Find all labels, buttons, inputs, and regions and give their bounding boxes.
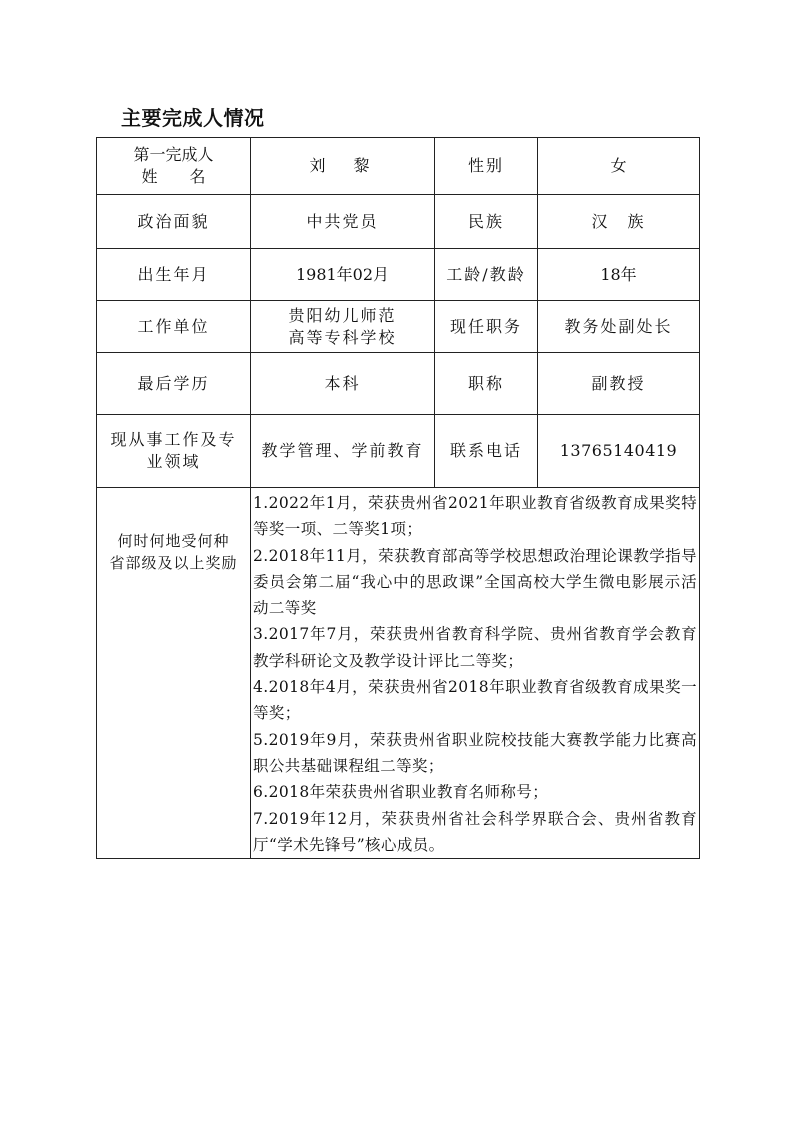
award-item: 2.2018年11月，荣获教育部高等学校思想政治理论课教学指导委员会第二届“我心中的思政课”全国高校大学生微电影展示活动二等奖	[253, 546, 697, 618]
field-label-cell	[97, 415, 251, 488]
phone-label-cell	[435, 415, 538, 488]
seniority-label-cell	[435, 249, 538, 301]
name-label-line1: 第一完成人	[133, 145, 214, 164]
awards-label-cell	[97, 488, 251, 859]
employer-label: 工作单位	[137, 316, 210, 336]
name-label-line2: 姓 名	[141, 167, 206, 186]
gender-label: 性别	[467, 156, 504, 175]
employer-value-cell	[251, 301, 435, 353]
political-value: 中共党员	[306, 211, 379, 231]
field-label-line1: 现从事工作及专	[110, 430, 237, 449]
table-row	[97, 301, 700, 353]
education-value: 本科	[324, 373, 361, 393]
political-label-cell	[97, 195, 251, 249]
position-value-cell	[538, 301, 700, 353]
position-value: 教务处副处长	[564, 316, 673, 336]
award-item: 6.2018年荣获贵州省职业教育名师称号；	[253, 783, 549, 802]
seniority-value-cell	[538, 249, 700, 301]
gender-value: 女	[610, 156, 627, 175]
political-label: 政治面貌	[137, 211, 210, 231]
table-row	[97, 249, 700, 301]
ethnicity-value-cell	[538, 195, 700, 249]
section-heading: 主要完成人情况	[121, 106, 265, 130]
employer-value-line2: 高等专科学校	[288, 327, 397, 347]
main-completer-table	[96, 137, 700, 859]
gender-label-cell	[435, 138, 538, 195]
table-row	[97, 415, 700, 488]
award-item: 4.2018年4月，荣获贵州省2018年职业教育省级教育成果奖一等奖；	[253, 678, 697, 723]
position-label-cell	[435, 301, 538, 353]
table-row	[97, 195, 700, 249]
birth-label: 出生年月	[137, 264, 210, 284]
award-item: 1.2022年1月，荣获贵州省2021年职业教育省级教育成果奖特等奖一项、二等奖1项；	[253, 494, 697, 539]
education-value-cell	[251, 353, 435, 415]
title-label-cell	[435, 353, 538, 415]
employer-value-line1: 贵阳幼儿师范	[288, 305, 397, 325]
table-row	[97, 488, 700, 859]
name-value-cell	[251, 138, 435, 195]
award-item: 7.2019年12月，荣获贵州省社会科学界联合会、贵州省教育厅“学术先锋号”核心成员。	[253, 809, 697, 854]
ethnicity-label-cell	[435, 195, 538, 249]
phone-value-cell	[538, 415, 700, 488]
field-value: 教学管理、学前教育	[261, 441, 424, 460]
ethnicity-value: 汉 族	[591, 211, 646, 231]
phone-label: 联系电话	[449, 441, 522, 460]
ethnicity-label: 民族	[467, 211, 504, 231]
award-item: 3.2017年7月，荣获贵州省教育科学院、贵州省教育学会教育教学科研论文及教学设计评比二等奖；	[253, 625, 697, 670]
birth-value-cell	[251, 249, 435, 301]
awards-label-line1: 何时何地受何种	[117, 532, 230, 550]
position-label: 现任职务	[449, 316, 522, 336]
field-label-line2: 业领域	[146, 452, 201, 471]
title-value-cell	[538, 353, 700, 415]
political-value-cell	[251, 195, 435, 249]
title-label: 职称	[467, 373, 504, 393]
name-value: 刘 黎	[309, 156, 376, 175]
birth-value: 1981年02月	[295, 264, 390, 284]
field-value-cell	[251, 415, 435, 488]
table-row	[97, 138, 700, 195]
table-row	[97, 353, 700, 415]
education-label: 最后学历	[137, 373, 210, 393]
awards-label-line2: 省部级及以上奖励	[109, 554, 238, 572]
name-label-cell	[97, 138, 251, 195]
employer-label-cell	[97, 301, 251, 353]
awards-cell	[251, 488, 700, 859]
award-item: 5.2019年9月，荣获贵州省职业院校技能大赛教学能力比赛高职公共基础课程组二等奖；	[253, 730, 697, 775]
education-label-cell	[97, 353, 251, 415]
gender-value-cell	[538, 138, 700, 195]
title-value: 副教授	[591, 373, 646, 393]
phone-value: 13765140419	[559, 441, 678, 460]
birth-label-cell	[97, 249, 251, 301]
seniority-value: 18年	[600, 264, 637, 284]
seniority-label: 工龄/教龄	[446, 264, 526, 284]
